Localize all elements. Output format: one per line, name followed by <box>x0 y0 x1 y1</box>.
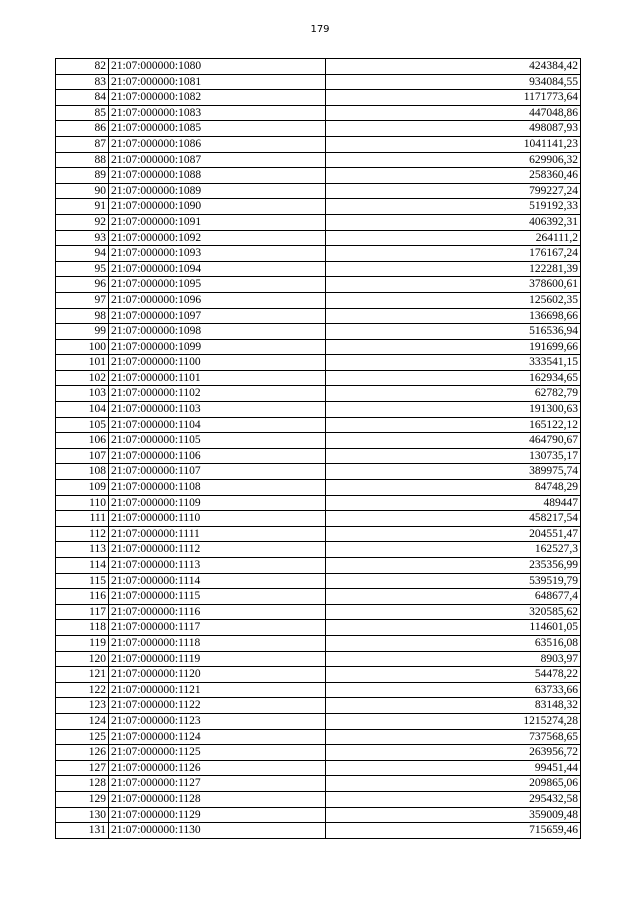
table-row <box>56 370 581 386</box>
row-number-cell: 124 <box>56 713 109 729</box>
cadastral-number-cell: 21:07:000000:1119 <box>109 651 326 667</box>
registry-table <box>55 58 581 839</box>
row-number-cell: 90 <box>56 183 109 199</box>
table-row <box>56 246 581 262</box>
amount-cell: 629906,32 <box>326 152 581 168</box>
cadastral-number-cell: 21:07:000000:1118 <box>109 635 326 651</box>
row-number-cell: 96 <box>56 277 109 293</box>
amount-cell: 799227,24 <box>326 183 581 199</box>
amount-cell: 378600,61 <box>326 277 581 293</box>
row-number-cell: 107 <box>56 448 109 464</box>
table-row <box>56 651 581 667</box>
row-number-cell: 123 <box>56 698 109 714</box>
row-number-cell: 131 <box>56 823 109 839</box>
table-row <box>56 105 581 121</box>
amount-cell: 204551,47 <box>326 526 581 542</box>
row-number-cell: 113 <box>56 542 109 558</box>
row-number-cell: 126 <box>56 745 109 761</box>
cadastral-number-cell: 21:07:000000:1115 <box>109 589 326 605</box>
cadastral-number-cell: 21:07:000000:1098 <box>109 324 326 340</box>
row-number-cell: 102 <box>56 370 109 386</box>
amount-cell: 122281,39 <box>326 261 581 277</box>
table-row <box>56 121 581 137</box>
cadastral-number-cell: 21:07:000000:1125 <box>109 745 326 761</box>
amount-cell: 84748,29 <box>326 480 581 496</box>
cadastral-number-cell: 21:07:000000:1109 <box>109 495 326 511</box>
amount-cell: 539519,79 <box>326 573 581 589</box>
cadastral-number-cell: 21:07:000000:1088 <box>109 168 326 184</box>
table-row <box>56 90 581 106</box>
cadastral-number-cell: 21:07:000000:1081 <box>109 74 326 90</box>
table-row <box>56 526 581 542</box>
table-row <box>56 480 581 496</box>
amount-cell: 235356,99 <box>326 558 581 574</box>
amount-cell: 258360,46 <box>326 168 581 184</box>
row-number-cell: 87 <box>56 136 109 152</box>
table-row <box>56 604 581 620</box>
registry-table-body <box>56 59 581 839</box>
amount-cell: 63733,66 <box>326 682 581 698</box>
amount-cell: 99451,44 <box>326 760 581 776</box>
cadastral-number-cell: 21:07:000000:1102 <box>109 386 326 402</box>
cadastral-number-cell: 21:07:000000:1086 <box>109 136 326 152</box>
table-row <box>56 573 581 589</box>
amount-cell: 54478,22 <box>326 667 581 683</box>
amount-cell: 165122,12 <box>326 417 581 433</box>
cadastral-number-cell: 21:07:000000:1122 <box>109 698 326 714</box>
table-row <box>56 713 581 729</box>
amount-cell: 406392,31 <box>326 214 581 230</box>
amount-cell: 498087,93 <box>326 121 581 137</box>
amount-cell: 516536,94 <box>326 324 581 340</box>
table-row <box>56 635 581 651</box>
table-row <box>56 308 581 324</box>
row-number-cell: 89 <box>56 168 109 184</box>
cadastral-number-cell: 21:07:000000:1095 <box>109 277 326 293</box>
amount-cell: 519192,33 <box>326 199 581 215</box>
table-row <box>56 667 581 683</box>
table-row <box>56 324 581 340</box>
table-row <box>56 464 581 480</box>
table-row <box>56 199 581 215</box>
row-number-cell: 92 <box>56 214 109 230</box>
table-row <box>56 589 581 605</box>
table-row <box>56 558 581 574</box>
row-number-cell: 99 <box>56 324 109 340</box>
table-row <box>56 729 581 745</box>
table-row <box>56 682 581 698</box>
cadastral-number-cell: 21:07:000000:1129 <box>109 807 326 823</box>
row-number-cell: 129 <box>56 791 109 807</box>
table-row <box>56 339 581 355</box>
cadastral-number-cell: 21:07:000000:1120 <box>109 667 326 683</box>
row-number-cell: 84 <box>56 90 109 106</box>
row-number-cell: 95 <box>56 261 109 277</box>
cadastral-number-cell: 21:07:000000:1126 <box>109 760 326 776</box>
amount-cell: 62782,79 <box>326 386 581 402</box>
table-row <box>56 214 581 230</box>
row-number-cell: 111 <box>56 511 109 527</box>
row-number-cell: 119 <box>56 635 109 651</box>
amount-cell: 263956,72 <box>326 745 581 761</box>
cadastral-number-cell: 21:07:000000:1124 <box>109 729 326 745</box>
amount-cell: 83148,32 <box>326 698 581 714</box>
row-number-cell: 117 <box>56 604 109 620</box>
table-row <box>56 74 581 90</box>
amount-cell: 162527,3 <box>326 542 581 558</box>
table-row <box>56 168 581 184</box>
page-number: 179 <box>310 24 330 35</box>
table-row <box>56 448 581 464</box>
amount-cell: 934084,55 <box>326 74 581 90</box>
row-number-cell: 130 <box>56 807 109 823</box>
cadastral-number-cell: 21:07:000000:1105 <box>109 433 326 449</box>
amount-cell: 8903,97 <box>326 651 581 667</box>
row-number-cell: 91 <box>56 199 109 215</box>
amount-cell: 1215274,28 <box>326 713 581 729</box>
cadastral-number-cell: 21:07:000000:1094 <box>109 261 326 277</box>
cadastral-number-cell: 21:07:000000:1085 <box>109 121 326 137</box>
row-number-cell: 122 <box>56 682 109 698</box>
row-number-cell: 85 <box>56 105 109 121</box>
cadastral-number-cell: 21:07:000000:1100 <box>109 355 326 371</box>
cadastral-number-cell: 21:07:000000:1080 <box>109 59 326 75</box>
row-number-cell: 127 <box>56 760 109 776</box>
row-number-cell: 88 <box>56 152 109 168</box>
cadastral-number-cell: 21:07:000000:1116 <box>109 604 326 620</box>
row-number-cell: 106 <box>56 433 109 449</box>
row-number-cell: 109 <box>56 480 109 496</box>
amount-cell: 458217,54 <box>326 511 581 527</box>
table-row <box>56 698 581 714</box>
table-row <box>56 760 581 776</box>
cadastral-number-cell: 21:07:000000:1099 <box>109 339 326 355</box>
amount-cell: 320585,62 <box>326 604 581 620</box>
table-row <box>56 745 581 761</box>
amount-cell: 464790,67 <box>326 433 581 449</box>
cadastral-number-cell: 21:07:000000:1104 <box>109 417 326 433</box>
row-number-cell: 121 <box>56 667 109 683</box>
row-number-cell: 128 <box>56 776 109 792</box>
cadastral-number-cell: 21:07:000000:1096 <box>109 292 326 308</box>
cadastral-number-cell: 21:07:000000:1101 <box>109 370 326 386</box>
row-number-cell: 103 <box>56 386 109 402</box>
cadastral-number-cell: 21:07:000000:1127 <box>109 776 326 792</box>
table-row <box>56 355 581 371</box>
table-row <box>56 386 581 402</box>
row-number-cell: 101 <box>56 355 109 371</box>
amount-cell: 1171773,64 <box>326 90 581 106</box>
cadastral-number-cell: 21:07:000000:1093 <box>109 246 326 262</box>
amount-cell: 1041141,23 <box>326 136 581 152</box>
table-row <box>56 823 581 839</box>
amount-cell: 63516,08 <box>326 635 581 651</box>
cadastral-number-cell: 21:07:000000:1092 <box>109 230 326 246</box>
row-number-cell: 114 <box>56 558 109 574</box>
table-row <box>56 791 581 807</box>
row-number-cell: 105 <box>56 417 109 433</box>
amount-cell: 737568,65 <box>326 729 581 745</box>
table-row <box>56 59 581 75</box>
amount-cell: 264111,2 <box>326 230 581 246</box>
table-row <box>56 261 581 277</box>
cadastral-number-cell: 21:07:000000:1112 <box>109 542 326 558</box>
amount-cell: 136698,66 <box>326 308 581 324</box>
amount-cell: 295432,58 <box>326 791 581 807</box>
amount-cell: 333541,15 <box>326 355 581 371</box>
table-row <box>56 152 581 168</box>
cadastral-number-cell: 21:07:000000:1106 <box>109 448 326 464</box>
amount-cell: 447048,86 <box>326 105 581 121</box>
table-row <box>56 433 581 449</box>
amount-cell: 359009,48 <box>326 807 581 823</box>
row-number-cell: 98 <box>56 308 109 324</box>
amount-cell: 114601,05 <box>326 620 581 636</box>
row-number-cell: 110 <box>56 495 109 511</box>
amount-cell: 130735,17 <box>326 448 581 464</box>
cadastral-number-cell: 21:07:000000:1123 <box>109 713 326 729</box>
row-number-cell: 94 <box>56 246 109 262</box>
table-row <box>56 542 581 558</box>
row-number-cell: 112 <box>56 526 109 542</box>
amount-cell: 715659,46 <box>326 823 581 839</box>
row-number-cell: 83 <box>56 74 109 90</box>
cadastral-number-cell: 21:07:000000:1117 <box>109 620 326 636</box>
amount-cell: 191699,66 <box>326 339 581 355</box>
row-number-cell: 108 <box>56 464 109 480</box>
table-row <box>56 292 581 308</box>
cadastral-number-cell: 21:07:000000:1113 <box>109 558 326 574</box>
cadastral-number-cell: 21:07:000000:1103 <box>109 402 326 418</box>
cadastral-number-cell: 21:07:000000:1089 <box>109 183 326 199</box>
amount-cell: 191300,63 <box>326 402 581 418</box>
row-number-cell: 125 <box>56 729 109 745</box>
table-row <box>56 136 581 152</box>
cadastral-number-cell: 21:07:000000:1111 <box>109 526 326 542</box>
cadastral-number-cell: 21:07:000000:1082 <box>109 90 326 106</box>
amount-cell: 162934,65 <box>326 370 581 386</box>
table-row <box>56 277 581 293</box>
amount-cell: 489447 <box>326 495 581 511</box>
amount-cell: 424384,42 <box>326 59 581 75</box>
cadastral-number-cell: 21:07:000000:1121 <box>109 682 326 698</box>
amount-cell: 125602,35 <box>326 292 581 308</box>
row-number-cell: 104 <box>56 402 109 418</box>
row-number-cell: 118 <box>56 620 109 636</box>
cadastral-number-cell: 21:07:000000:1130 <box>109 823 326 839</box>
cadastral-number-cell: 21:07:000000:1107 <box>109 464 326 480</box>
amount-cell: 648677,4 <box>326 589 581 605</box>
amount-cell: 176167,24 <box>326 246 581 262</box>
row-number-cell: 116 <box>56 589 109 605</box>
table-row <box>56 183 581 199</box>
table-row <box>56 776 581 792</box>
row-number-cell: 97 <box>56 292 109 308</box>
table-row <box>56 620 581 636</box>
cadastral-number-cell: 21:07:000000:1128 <box>109 791 326 807</box>
row-number-cell: 115 <box>56 573 109 589</box>
table-row <box>56 402 581 418</box>
row-number-cell: 100 <box>56 339 109 355</box>
row-number-cell: 82 <box>56 59 109 75</box>
table-row <box>56 417 581 433</box>
table-row <box>56 807 581 823</box>
cadastral-number-cell: 21:07:000000:1108 <box>109 480 326 496</box>
amount-cell: 389975,74 <box>326 464 581 480</box>
cadastral-number-cell: 21:07:000000:1114 <box>109 573 326 589</box>
cadastral-number-cell: 21:07:000000:1097 <box>109 308 326 324</box>
row-number-cell: 86 <box>56 121 109 137</box>
table-row <box>56 230 581 246</box>
row-number-cell: 120 <box>56 651 109 667</box>
cadastral-number-cell: 21:07:000000:1110 <box>109 511 326 527</box>
amount-cell: 209865,06 <box>326 776 581 792</box>
cadastral-number-cell: 21:07:000000:1091 <box>109 214 326 230</box>
table-row <box>56 511 581 527</box>
cadastral-number-cell: 21:07:000000:1083 <box>109 105 326 121</box>
table-row <box>56 495 581 511</box>
cadastral-number-cell: 21:07:000000:1090 <box>109 199 326 215</box>
cadastral-number-cell: 21:07:000000:1087 <box>109 152 326 168</box>
row-number-cell: 93 <box>56 230 109 246</box>
